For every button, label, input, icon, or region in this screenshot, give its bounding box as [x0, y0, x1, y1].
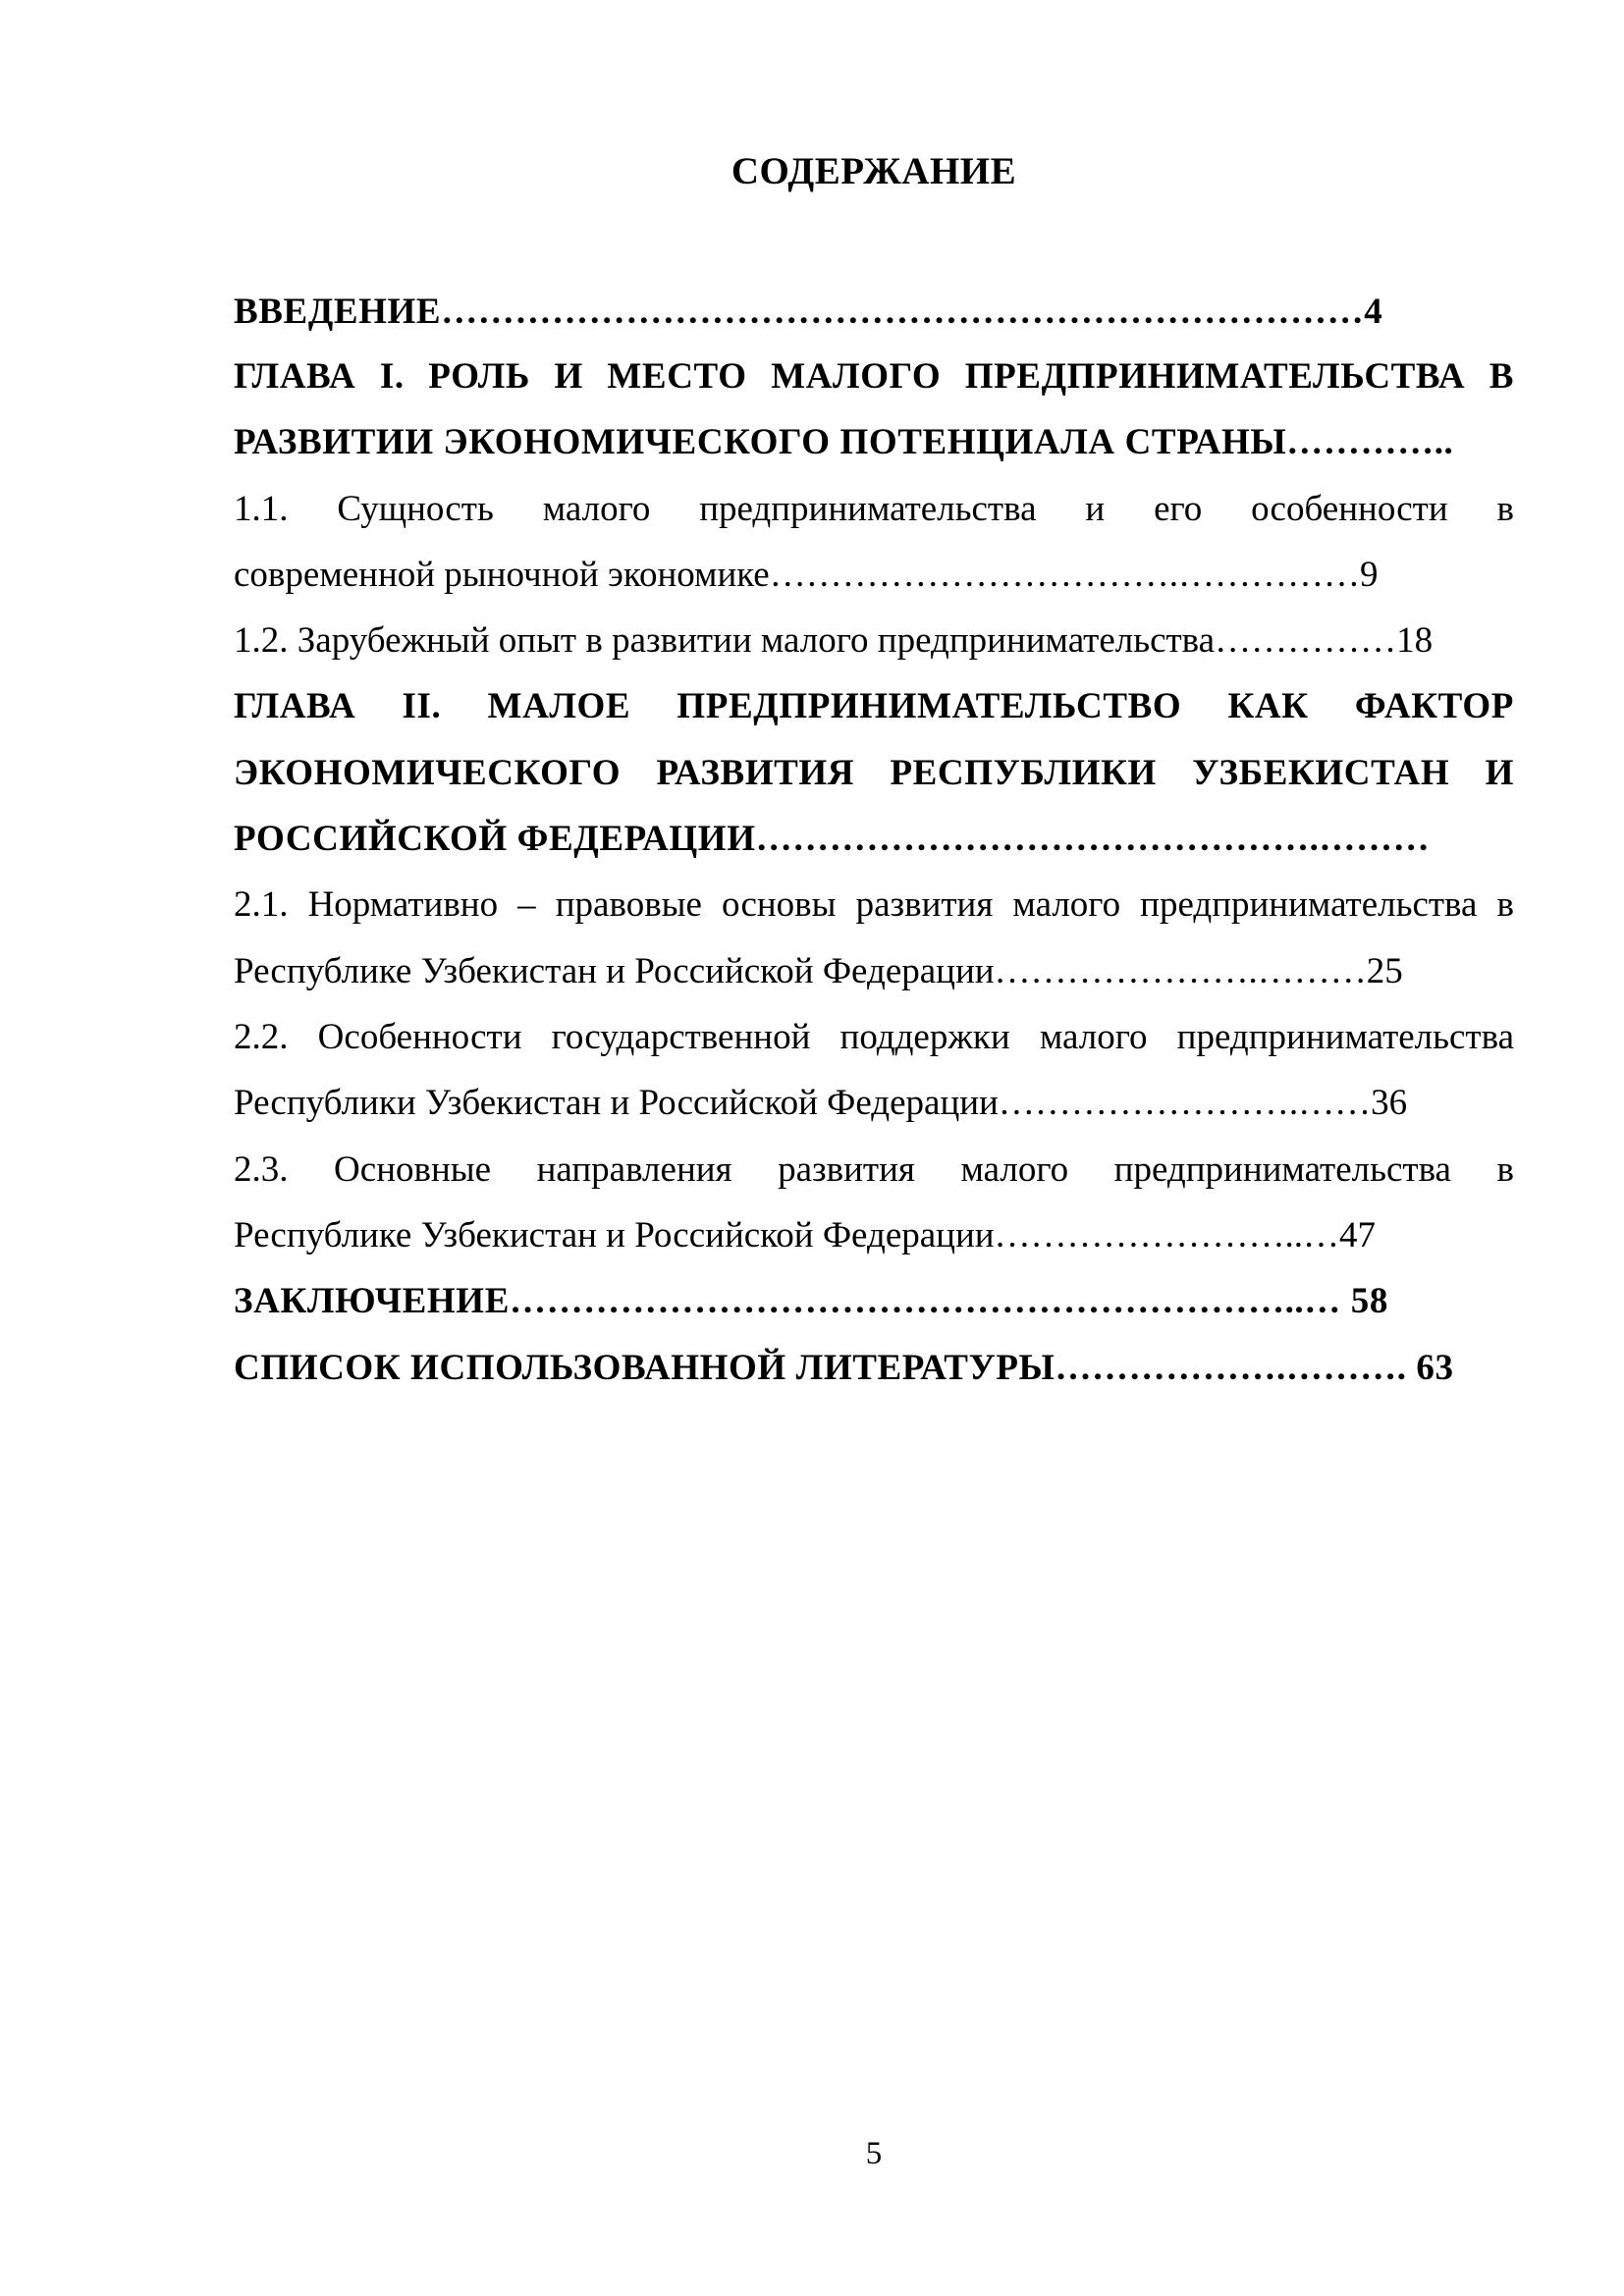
toc-entry-chapter-2-line-2: ЭКОНОМИЧЕСКОГО РАЗВИТИЯ РЕСПУБЛИКИ УЗБЕКИСТАН И — [234, 753, 1514, 793]
toc-entry-section-2-3-line-2: Республике Узбекистан и Российской Федерации……………………..…47 — [234, 1215, 1377, 1255]
toc-entry-section-2-2-line-2: Республики Узбекистан и Российской Федерации…………………….……36 — [234, 1083, 1408, 1123]
toc-entry-section-1-1-line-1: 1.1. Сущность малого предпринимательства и его особенности в — [234, 489, 1514, 529]
toc-entry-section-2-2-line-1: 2.2. Особенности государственной поддержки малого предпринимательства — [234, 1017, 1514, 1057]
toc-entry-section-1-1-line-2: современной рыночной экономике…………………………….……………9 — [234, 555, 1379, 595]
toc-entry-bibliography: СПИСОК ИСПОЛЬЗОВАННОЙ ЛИТЕРАТУРЫ……………….………. 63 — [234, 1348, 1454, 1388]
toc-entry-introduction: ВВЕДЕНИЕ…………………………………………………………………4 — [234, 292, 1383, 332]
toc-entry-section-2-1-line-1: 2.1. Нормативно – правовые основы развития малого предпринимательства в — [234, 884, 1514, 925]
toc-entry-section-2-3-line-1: 2.3. Основные направления развития малого предпринимательства в — [234, 1149, 1514, 1190]
toc-entry-section-2-1-line-2: Республике Узбекистан и Российской Федерации………………….………25 — [234, 951, 1403, 991]
toc-entry-chapter-2-line-3: РОССИЙСКОЙ ФЕДЕРАЦИИ……………………………………….……… — [234, 819, 1431, 859]
toc-entry-chapter-2-line-1: ГЛАВА II. МАЛОЕ ПРЕДПРИНИМАТЕЛЬСТВО КАК ФАКТОР — [234, 686, 1514, 726]
toc-entry-section-1-2: 1.2. Зарубежный опыт в развитии малого предпринимательства……………18 — [234, 620, 1434, 661]
toc-entry-chapter-1-line-2: РАЗВИТИИ ЭКОНОМИЧЕСКОГО ПОТЕНЦИАЛА СТРАНЫ………….. — [234, 422, 1454, 462]
page-number: 5 — [865, 2136, 883, 2171]
toc-entry-conclusion: ЗАКЛЮЧЕНИЕ………………………………………………………..… 58 — [234, 1281, 1388, 1321]
toc-entry-chapter-1-line-1: ГЛАВА I. РОЛЬ И МЕСТО МАЛОГО ПРЕДПРИНИМАТЕЛЬСТВА В — [234, 356, 1514, 397]
page-title: СОДЕРЖАНИЕ — [731, 150, 1017, 192]
